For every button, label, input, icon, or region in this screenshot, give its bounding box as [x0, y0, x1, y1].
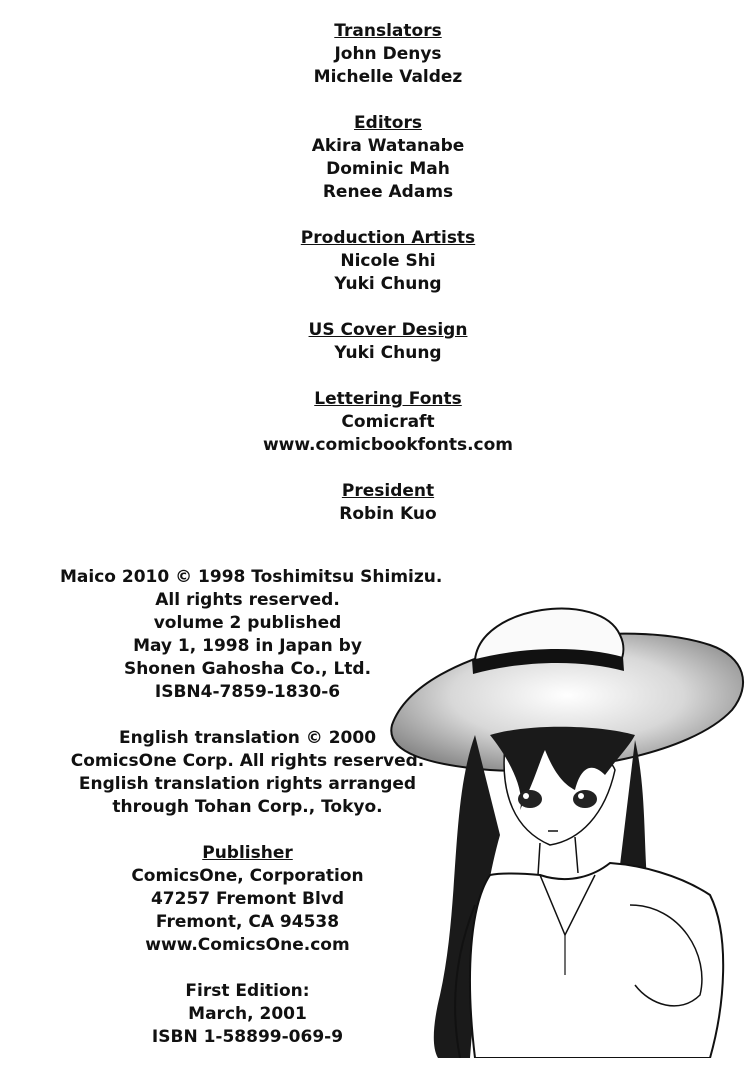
edition-block: [60, 980, 435, 1049]
copyright-block: [60, 566, 443, 704]
translation-line: ComicsOne Corp. All rights reserved.: [70, 751, 425, 771]
credit-heading: Editors: [354, 113, 422, 133]
credit-heading: Production Artists: [300, 228, 476, 248]
credit-editors: [188, 112, 588, 204]
copyright-line: ISBN4-7859-1830-6: [154, 682, 341, 702]
credit-president: [188, 480, 588, 526]
translation-line: English translation © 2000: [118, 728, 377, 748]
credit-heading: President: [341, 481, 435, 501]
publisher-heading: Publisher: [202, 843, 293, 863]
credit-name: Renee Adams: [322, 182, 454, 202]
credit-name: www.comicbookfonts.com: [262, 435, 514, 455]
edition-line: ISBN 1-58899-069-9: [151, 1027, 344, 1047]
edition-line: First Edition:: [185, 981, 310, 1001]
copyright-line: All rights reserved.: [155, 590, 340, 610]
publisher-line: www.ComicsOne.com: [145, 935, 350, 955]
publisher-line: 47257 Fremont Blvd: [150, 889, 345, 909]
credit-production-artists: [188, 227, 588, 296]
credit-heading: Lettering Fonts: [314, 389, 462, 409]
credit-name: Akira Watanabe: [311, 136, 465, 156]
girl-in-sunhat-illustration: [380, 575, 750, 1058]
credit-translators: [188, 20, 588, 89]
credit-name: Nicole Shi: [340, 251, 436, 271]
credit-name: Yuki Chung: [334, 274, 442, 294]
publisher-block: [60, 842, 435, 957]
copyright-line: volume 2 published: [153, 613, 342, 633]
credit-heading: Translators: [334, 21, 442, 41]
credit-name: Michelle Valdez: [313, 67, 463, 87]
copyright-line: Shonen Gahosha Co., Ltd.: [123, 659, 372, 679]
translation-line: through Tohan Corp., Tokyo.: [112, 797, 383, 817]
credit-cover-design: [188, 319, 588, 365]
credit-name: Robin Kuo: [339, 504, 437, 524]
credit-name: Dominic Mah: [326, 159, 450, 179]
legal-section: [60, 566, 443, 1072]
translation-block: [60, 727, 435, 819]
credit-heading: US Cover Design: [308, 320, 468, 340]
credit-name: Comicraft: [341, 412, 435, 432]
copyright-line: May 1, 1998 in Japan by: [133, 636, 362, 656]
edition-line: March, 2001: [188, 1004, 307, 1024]
credit-name: John Denys: [334, 44, 442, 64]
credit-name: Yuki Chung: [334, 343, 442, 363]
credit-lettering-fonts: [188, 388, 588, 457]
publisher-line: Fremont, CA 94538: [155, 912, 340, 932]
publisher-line: ComicsOne, Corporation: [131, 866, 364, 886]
translation-line: English translation rights arranged: [78, 774, 417, 794]
credits-section: [188, 20, 588, 549]
copyright-line: Maico 2010 © 1998 Toshimitsu Shimizu.: [60, 567, 443, 587]
